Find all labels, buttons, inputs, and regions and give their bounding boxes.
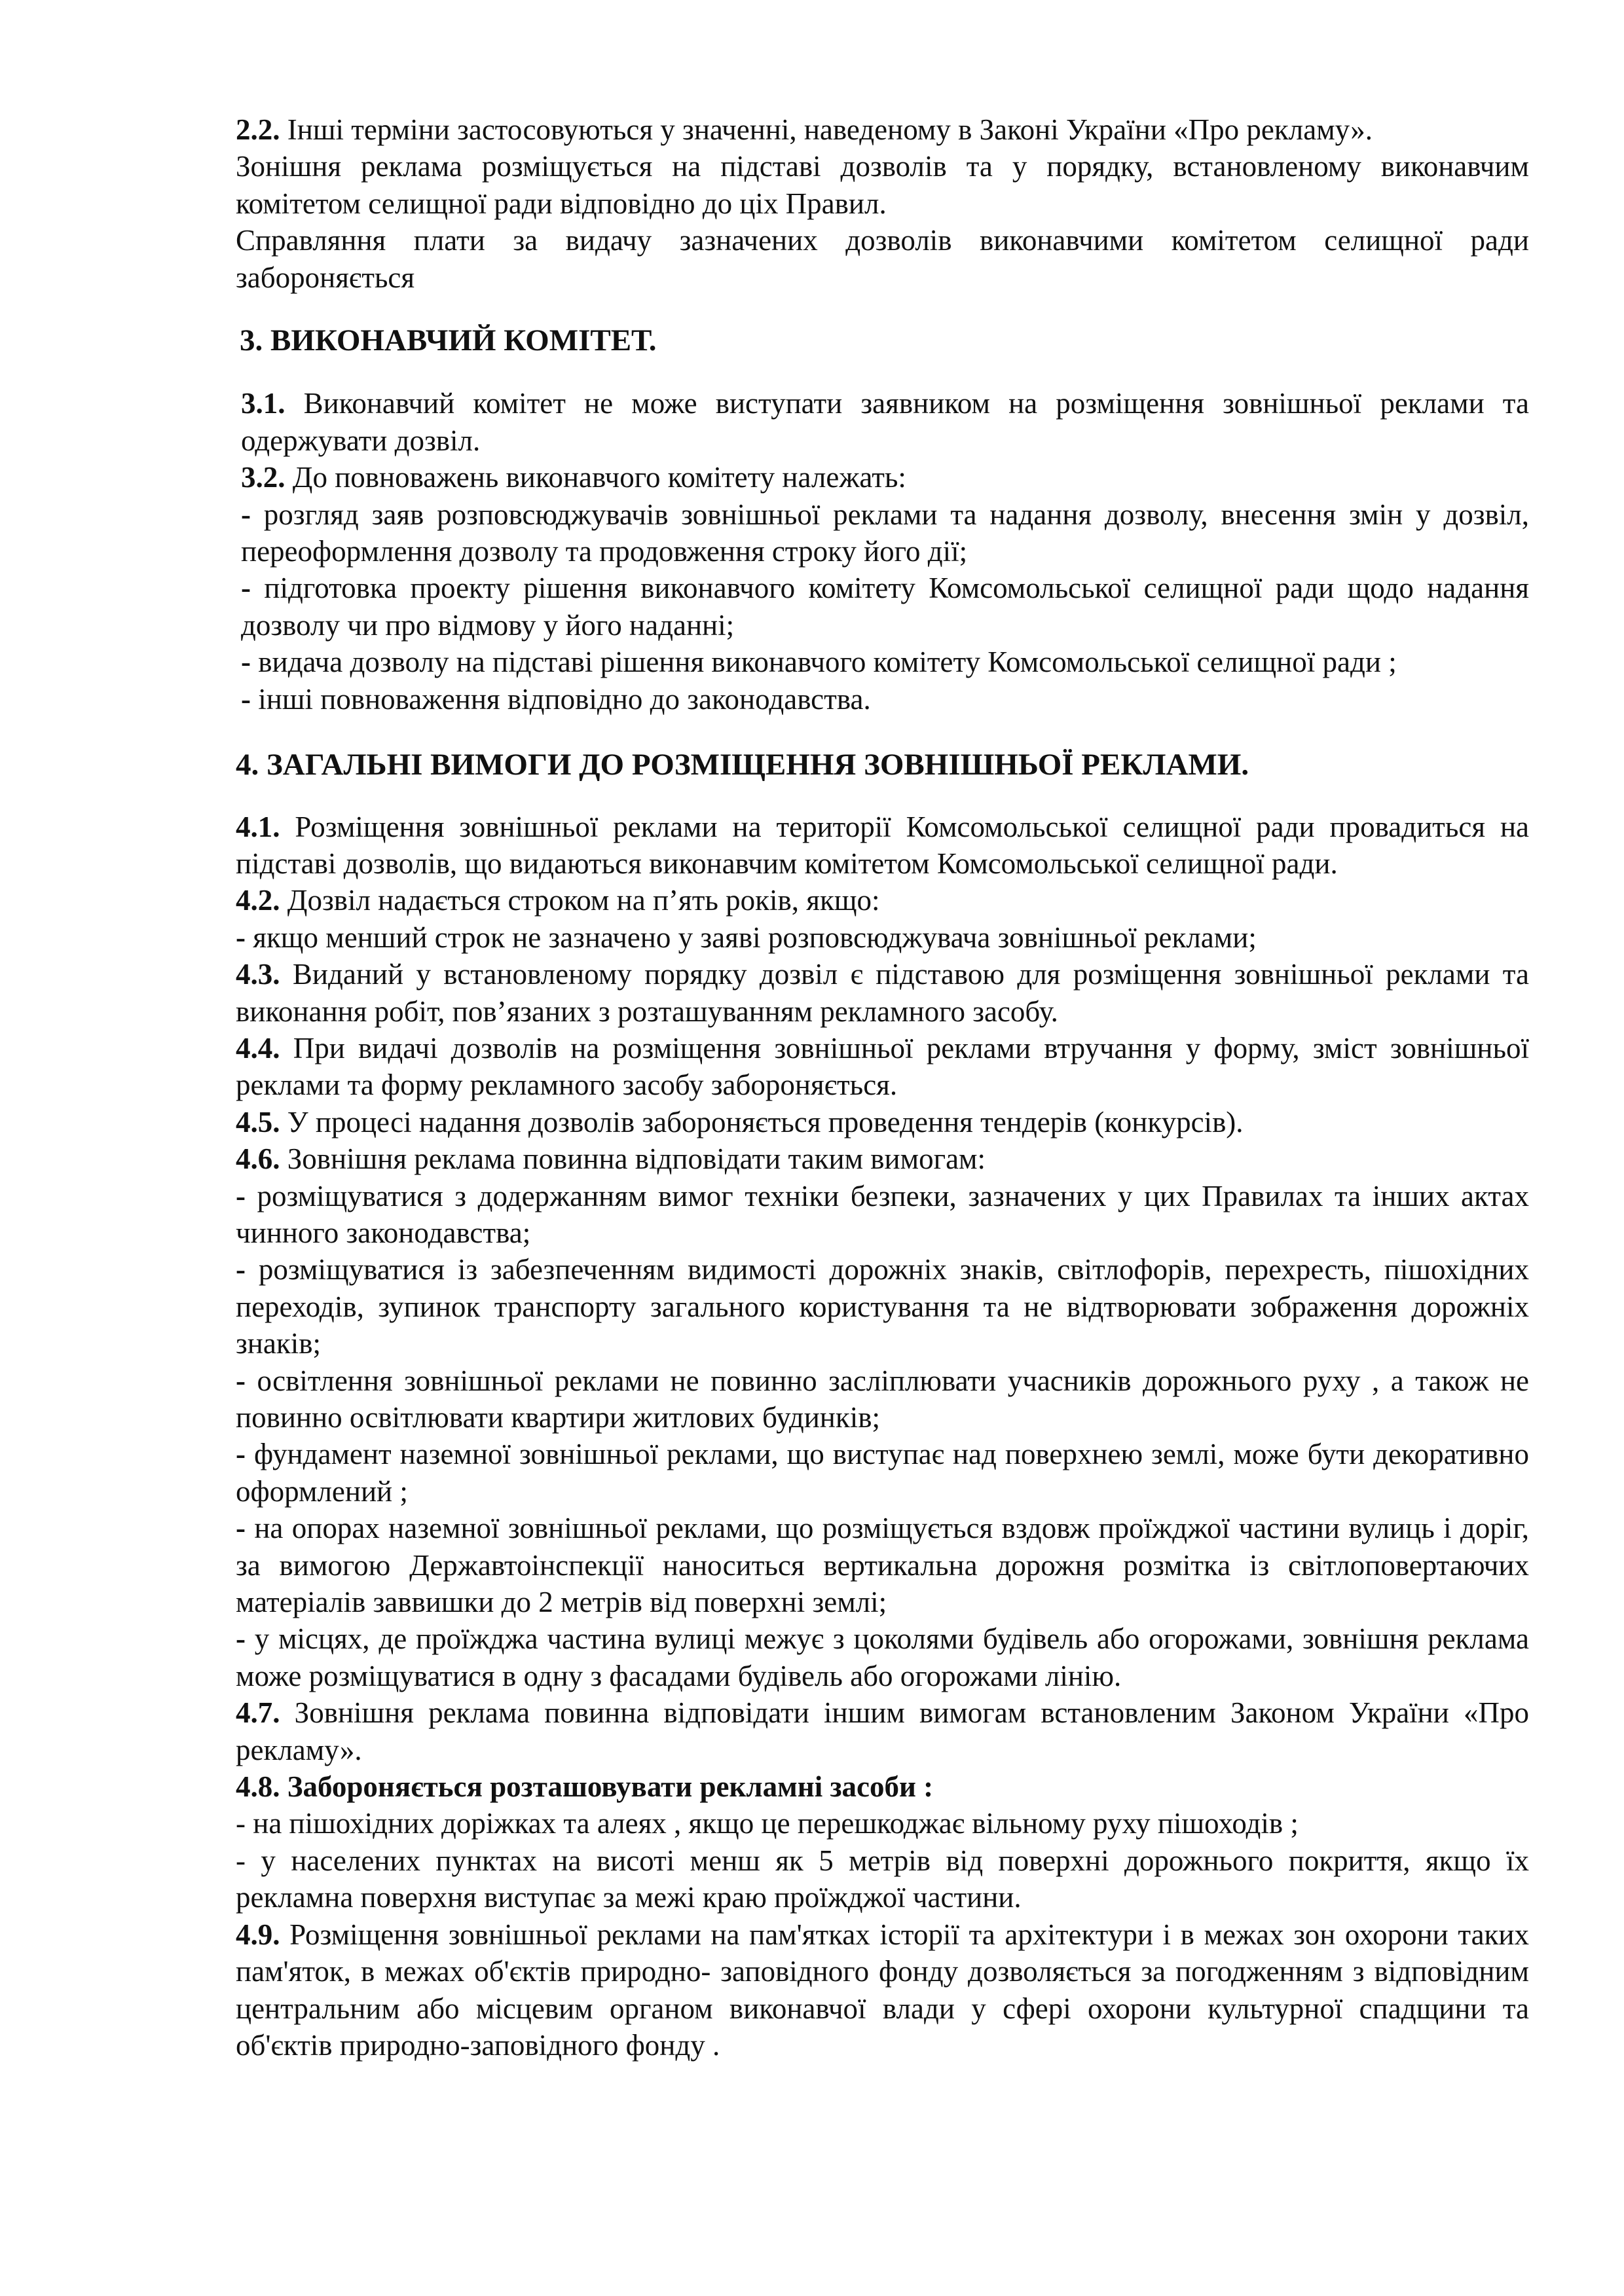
paragraph-4-6: 4.6. Зовнішня реклама повинна відповідати таким вимогам: [236,1142,986,1176]
clause-text: До повноважень виконавчого комітету належать: [285,461,906,494]
list-item: - фундамент наземної зовнішньої реклами, що виступає над поверхнею землі, може бути декоративно оформлений ; [236,1438,1529,1508]
clause-number: 3.2. [241,461,286,494]
paragraph-4-3: 4.3. Виданий у встановленому порядку дозвіл є підставою для розміщення зовнішньої реклами та виконання робіт, пов’язаних з розташуванням рекламного засобу. [236,958,1529,1028]
paragraph-4-1: 4.1. Розміщення зовнішньої реклами на території Комсомольської селищної ради провадиться на підставі дозволів, що видаються виконавчим комітетом Комсомольської селищної ради. [236,810,1529,880]
paragraph-fee-prohibition: Справляння плати за видачу зазначених дозволів виконавчими комітетом селищної ради забороняється [236,224,1529,294]
section-4-heading: 4. ЗАГАЛЬНІ ВИМОГИ ДО РОЗМІЩЕННЯ ЗОВНІШНЬОЇ РЕКЛАМИ. [236,748,1249,782]
intro-block [236,111,1529,296]
section-3-heading: 3. ВИКОНАВЧИЙ КОМІТЕТ. [240,323,657,358]
list-item: - інші повноваження відповідно до законодавства. [241,682,871,716]
list-item: - підготовка проекту рішення виконавчого комітету Комсомольської селищної ради щодо надання дозволу чи про відмову у його наданні; [241,572,1529,642]
paragraph-2-2 [236,111,1529,148]
section-3-body [236,385,1529,718]
list-item: - розміщуватися з додержанням вимог техніки безпеки, зазначених у цих Правилах та інших актах чинного законодавства; [236,1179,1529,1249]
list-item: - на пішохідних доріжках та алеях , якщо це перешкоджає вільному руху пішоходів ; [236,1807,1299,1840]
list-item: - освітлення зовнішньої реклами не повинно засліплювати учасників дорожнього руху , а також не повинно освітлювати квартири житлових будинків; [236,1364,1529,1434]
paragraph-4-9: 4.9. Розміщення зовнішньої реклами на пам'ятках історії та архітектури і в межах зон охорони таких пам'яток, в межах об'єктів природно- заповідного фонду дозволяється за погодженням з відповідним центральним або місцевим органом виконавчої влади у сфері охорони культурної спадщини та об'єктів природно-заповідного фонду . [236,1918,1529,2062]
section-4-body [236,809,1529,2064]
clause-text: Виконавчий комітет не може виступати заявником на розміщення зовнішньої реклами та одержувати дозвіл. [241,387,1529,457]
list-item: - розгляд заяв розповсюджувачів зовнішньої реклами та надання дозволу, внесення змін у дозвіл, переоформлення дозволу та продовження строку його дії; [241,498,1529,568]
list-item: - розміщуватися із забезпеченням видимості дорожніх знаків, світлофорів, перехресть, пішохідних переходів, зупинок транспорту загального користування та не відтворювати зображення дорожніх знаків; [236,1253,1529,1360]
list-item: - у населених пунктах на висоті менш як 5 метрів від поверхні дорожнього покриття, якщо їх рекламна поверхня виступає за межі краю проїжджої частини. [236,1844,1529,1914]
paragraph-3-1 [241,385,1529,459]
list-item: - на опорах наземної зовнішньої реклами, що розміщується вздовж проїжджої частини вулиць і доріг, за вимогою Державтоінспекції наноситься вертикальна дорожня розмітка із світлоповертаючих матеріалів заввишки до 2 метрів від поверхні землі; [236,1512,1529,1619]
paragraph-4-5: 4.5. У процесі надання дозволів забороняється проведення тендерів (конкурсів). [236,1105,1244,1139]
list-item: - видача дозволу на підставі рішення виконавчого комітету Комсомольської селищної ради ; [241,646,1397,679]
list-item: - у місцях, де проїжджа частина вулиці межує з цоколями будівель або огорожами, зовнішня реклама може розміщуватися в одну з фасадами будівель або огорожами лінію. [236,1622,1529,1692]
clause-number: 2.2. [236,113,280,146]
paragraph-4-4: 4.4. При видачі дозволів на розміщення зовнішньої реклами втручання у форму, зміст зовнішньої реклами та форму рекламного засобу забороняється. [236,1031,1529,1102]
paragraph-4-7: 4.7. Зовнішня реклама повинна відповідати іншим вимогам встановленим Законом України «Про рекламу». [236,1696,1529,1766]
paragraph-outdoor-ads: Зонішня реклама розміщується на підставі дозволів та у порядку, встановленому виконавчим комітетом селищної ради відповідно до ціх Правил. [236,150,1529,220]
list-item: - якщо менший строк не зазначено у заяві розповсюджувача зовнішньої реклами; [236,920,1257,954]
paragraph-3-2 [241,459,1529,496]
clause-text: Інші терміни застосовуються у значенні, наведеному в Законі України «Про рекламу». [280,113,1373,146]
paragraph-4-2: 4.2. Дозвіл надається строком на п’ять років, якщо: [236,884,880,917]
paragraph-4-8-title: 4.8. Забороняється розташовувати рекламні засоби : [236,1770,934,1804]
clause-number: 3.1. [241,387,286,420]
